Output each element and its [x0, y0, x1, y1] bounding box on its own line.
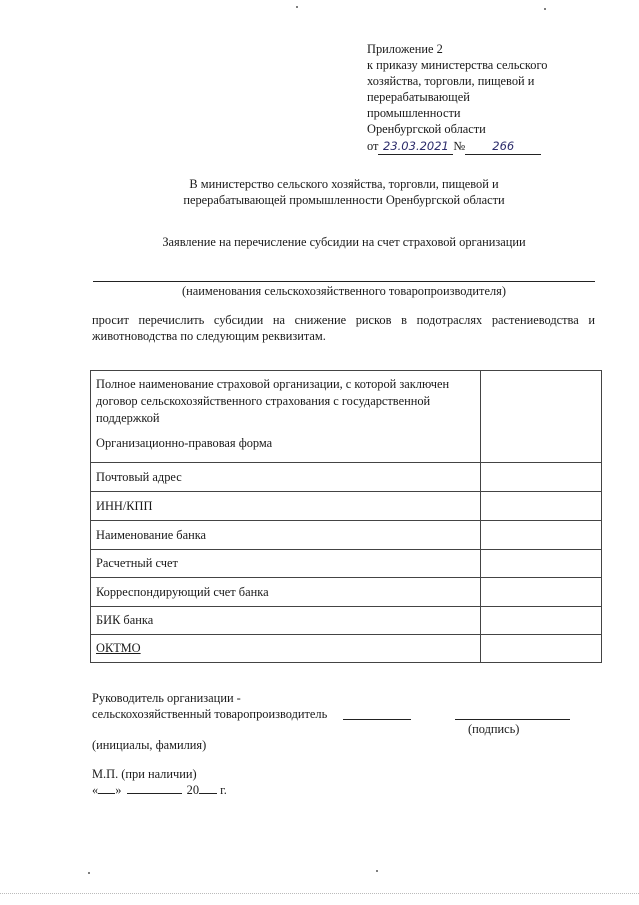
table-value-cell [481, 635, 602, 663]
appendix-line: Оренбургской области [367, 122, 486, 136]
month-blank [127, 781, 182, 794]
requisites-table [90, 370, 602, 663]
appendix-line: промышленности [367, 106, 461, 120]
producer-label: сельскохозяйственный товаропроизводитель [92, 707, 328, 721]
table-label-cell: ИНН/КПП [91, 492, 481, 521]
from-label: от [367, 139, 379, 153]
table-row [91, 550, 602, 578]
table-value-cell [481, 607, 602, 635]
year-prefix: 20 [186, 783, 200, 797]
scan-edge [0, 893, 639, 894]
table-label-cell: БИК банка [91, 607, 481, 635]
signature-blank-line [455, 719, 570, 720]
scan-speck [544, 8, 546, 10]
table-value-cell [481, 578, 602, 607]
year-suffix: г. [220, 783, 227, 797]
table-row [91, 371, 602, 463]
order-date: 23.03.2021 [378, 138, 453, 155]
table-value-cell [481, 371, 602, 463]
producer-caption: (наименования сельскохозяйственного товаропроизводителя) [182, 284, 506, 298]
appendix-line: перерабатывающей [367, 90, 470, 104]
insurer-name-label: договор сельскохозяйственного страхования с государственной [96, 394, 431, 408]
insurer-name-label: поддержкой [96, 411, 160, 425]
number-label: № [453, 139, 466, 153]
order-date-number-line [367, 138, 582, 155]
date-close-quote: » [115, 783, 122, 797]
oktmo-label: ОКТМО [96, 641, 141, 655]
table-label-cell: Наименование банка [91, 521, 481, 550]
table-value-cell [481, 463, 602, 492]
document-title: Заявление на перечисление субсидии на счет страховой организации [162, 235, 526, 249]
table-row [91, 521, 602, 550]
table-value-cell [481, 492, 602, 521]
scan-speck [376, 870, 378, 872]
date-line [92, 781, 227, 798]
scan-speck [296, 6, 298, 8]
legal-form-label: Организационно-правовая форма [96, 436, 273, 450]
appendix-block [367, 41, 582, 155]
appendix-line: к приказу министерства сельского [367, 58, 548, 72]
day-blank [98, 781, 115, 794]
addressee-line: перерабатывающей промышленности Оренбургской области [183, 193, 505, 207]
table-row [91, 463, 602, 492]
appendix-line: Приложение 2 [367, 42, 443, 56]
year-blank [199, 781, 217, 794]
stamp-label: М.П. (при наличии) [92, 767, 197, 781]
signature-caption: (подпись) [468, 722, 520, 736]
head-label: Руководитель организации - [92, 691, 241, 705]
appendix-line: хозяйства, торговли, пищевой и [367, 74, 535, 88]
order-number: 266 [465, 138, 541, 155]
table-label-cell: Расчетный счет [91, 550, 481, 578]
table-value-cell [481, 521, 602, 550]
table-row [91, 578, 602, 607]
table-label-cell: Почтовый адрес [91, 463, 481, 492]
table-row [91, 635, 602, 663]
insurer-name-label: Полное наименование страховой организации, с которой заключен [96, 377, 450, 391]
table-label-cell [91, 371, 481, 463]
table-label-cell [91, 635, 481, 663]
addressee [120, 176, 568, 208]
initials-caption: (инициалы, фамилия) [92, 738, 207, 752]
initials-blank-line [343, 719, 411, 720]
date-open-quote: « [92, 783, 99, 797]
table-row [91, 492, 602, 521]
request-text: просит перечислить субсидии на снижение рисков в подотраслях растениеводства и животноводства по следующим реквизитам. [92, 313, 595, 343]
table-value-cell [481, 550, 602, 578]
producer-name-line [93, 281, 595, 282]
table-row [91, 607, 602, 635]
addressee-line: В министерство сельского хозяйства, торговли, пищевой и [189, 177, 499, 191]
table-label-cell: Корреспондирующий счет банка [91, 578, 481, 607]
scan-speck [88, 872, 90, 874]
